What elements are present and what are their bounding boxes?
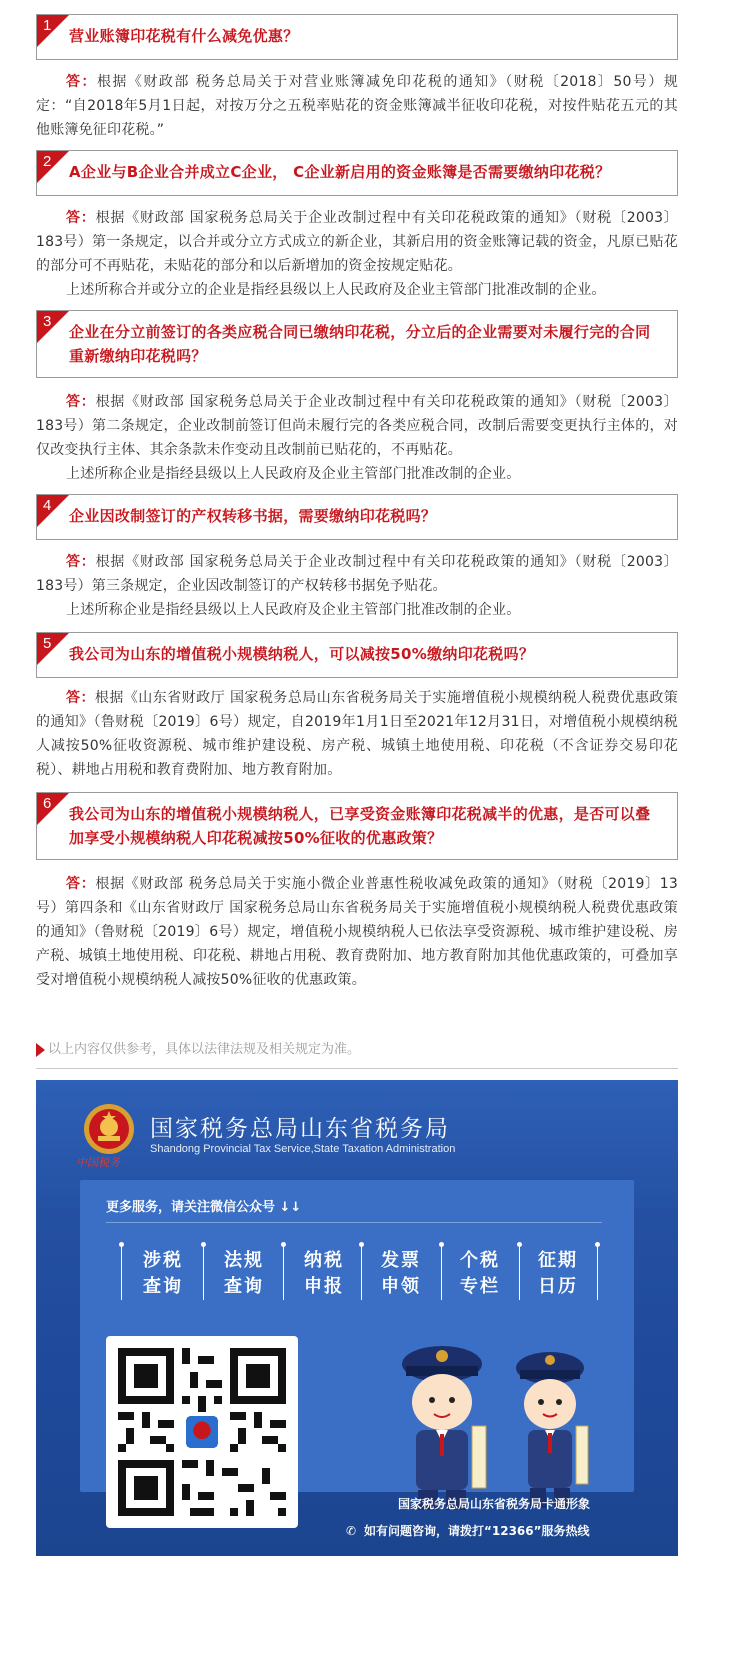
service-label: 申领 <box>381 1276 421 1297</box>
separator <box>596 1242 599 1304</box>
service-law-query[interactable] <box>206 1248 282 1300</box>
question-number: 6 <box>43 795 52 812</box>
service-menu <box>120 1242 600 1312</box>
question-number: 5 <box>43 635 52 652</box>
answer-1 <box>36 70 678 142</box>
answer-note: 上述所称企业是指经县级以上人民政府及企业主管部门批准改制的企业。 <box>66 602 521 618</box>
disclaimer-text: 以上内容仅供参考，具体以法律法规及相关规定为准。 <box>48 1042 361 1057</box>
divider <box>106 1222 602 1223</box>
question-box-3 <box>36 310 678 378</box>
answer-3 <box>36 390 678 486</box>
service-label: 查询 <box>143 1276 183 1297</box>
mascot-caption: 国家税务总局山东省税务局卡通形象 <box>398 1497 591 1511</box>
service-label: 涉税 <box>143 1250 183 1271</box>
org-name-en: Shandong Provincial Tax Service,State Taxation Administration <box>150 1143 456 1155</box>
answer-text: 根据《山东省财政厅 国家税务总局山东省税务局关于实施增值税小规模纳税人税费优惠政策的通知》（鲁财税〔2019〕6号）规定，自2019年1月1日至2021年12月31日，对增值税小规模纳税人减按50%征收资源税、城市维护建设税、房产税、城镇土地使用税、印花税（不含证券交易印花税）、耕地占用税和教育费附加、地方教育附加。 <box>36 690 678 778</box>
service-label: 日历 <box>538 1276 578 1297</box>
number-badge <box>37 495 69 527</box>
question-box-6 <box>36 792 678 860</box>
answer-5 <box>36 686 678 782</box>
answer-4 <box>36 550 678 622</box>
service-invoice-apply[interactable] <box>363 1248 439 1300</box>
question-box-2 <box>36 150 678 196</box>
mascot-illustration-icon <box>380 1330 610 1518</box>
separator <box>202 1242 205 1304</box>
phone-icon: ✆ <box>345 1524 357 1538</box>
answer-label: 答： <box>66 876 96 892</box>
number-badge <box>37 633 69 665</box>
question-title: A企业与B企业合并成立C企业， C企业新启用的资金账簿是否需要缴纳印花税？ <box>69 163 611 181</box>
question-title: 企业因改制签订的产权转移书据，需要缴纳印花税吗？ <box>69 507 437 525</box>
service-label: 法规 <box>224 1250 264 1271</box>
question-number: 1 <box>43 17 52 34</box>
question-box-4 <box>36 494 678 540</box>
question-title: 企业在分立前签订的各类应税合同已缴纳印花税，分立后的企业需要对未履行完的合同重新缴纳印花税吗？ <box>69 323 651 365</box>
service-label: 个税 <box>460 1250 500 1271</box>
answer-label: 答： <box>66 74 97 90</box>
service-label: 专栏 <box>460 1276 500 1297</box>
hotline-label: 如有问题咨询，请拨打“12366”服务热线 <box>364 1524 590 1538</box>
question-title: 营业账簿印花税有什么减免优惠？ <box>69 27 299 45</box>
answer-note: 上述所称合并或分立的企业是指经县级以上人民政府及企业主管部门批准改制的企业。 <box>66 282 606 298</box>
promo-banner <box>36 1080 678 1556</box>
service-tax-filing[interactable] <box>286 1248 362 1300</box>
disclaimer-note <box>36 1041 678 1065</box>
answer-6 <box>36 872 678 992</box>
emblem-caption: 中国税务 <box>76 1156 120 1169</box>
answer-2 <box>36 206 678 302</box>
follow-prompt: 更多服务，请关注微信公众号 ↓↓ <box>106 1200 302 1215</box>
service-tax-query[interactable] <box>125 1248 201 1300</box>
answer-label: 答： <box>66 690 95 706</box>
number-badge <box>37 793 69 825</box>
question-box-5 <box>36 632 678 678</box>
triangle-arrow-icon <box>36 1043 45 1057</box>
answer-text: 根据《财政部 税务总局关于实施小微企业普惠性税收减免政策的通知》（财税〔2019〕13号）第四条和《山东省财政厅 国家税务总局山东省税务局关于实施增值税小规模纳税人税费优惠政策的通知》（鲁财税〔2019〕6号）规定，增值税小规模纳税人已依法享受资源税、城市维护建设税、房产税、城镇土地使用税、印花税、耕地占用税、教育费附加、地方教育附加其他优惠政策的，可叠加享受对增值税小规模纳税人减按50%征收的优惠政策。 <box>36 876 678 988</box>
qr-code-icon <box>118 1348 286 1516</box>
answer-text: 根据《财政部 税务总局关于对营业账簿减免印花税的通知》（财税〔2018〕50号）规定：“自2018年5月1日起，对按万分之五税率贴花的资金账簿减半征收印花税，对按件贴花五元的其他账簿免征印花税。” <box>36 74 678 138</box>
divider <box>36 1068 678 1069</box>
number-badge <box>37 151 69 183</box>
answer-label: 答： <box>66 210 96 226</box>
service-label: 发票 <box>381 1250 421 1271</box>
org-name-cn: 国家税务总局山东省税务局 <box>150 1116 450 1142</box>
question-number: 2 <box>43 153 52 170</box>
service-panel <box>80 1180 634 1538</box>
question-number: 4 <box>43 497 52 514</box>
separator <box>120 1242 123 1304</box>
question-box-1 <box>36 14 678 60</box>
service-tax-calendar[interactable] <box>520 1248 596 1300</box>
answer-text: 根据《财政部 国家税务总局关于企业改制过程中有关印花税政策的通知》（财税〔2003〕183号）第三条规定，企业因改制签订的产权转移书据免予贴花。 <box>36 554 678 594</box>
separator <box>282 1242 285 1304</box>
service-label: 征期 <box>538 1250 578 1271</box>
wechat-qr-code[interactable] <box>106 1336 298 1528</box>
answer-label: 答： <box>66 554 96 570</box>
tax-emblem-icon <box>82 1102 136 1156</box>
question-number: 3 <box>43 313 52 330</box>
number-badge <box>37 15 69 47</box>
service-label: 查询 <box>224 1276 264 1297</box>
question-title: 我公司为山东的增值税小规模纳税人，可以减按50%缴纳印花税吗？ <box>69 645 535 663</box>
answer-note: 上述所称企业是指经县级以上人民政府及企业主管部门批准改制的企业。 <box>66 466 521 482</box>
answer-text: 根据《财政部 国家税务总局关于企业改制过程中有关印花税政策的通知》（财税〔2003〕183号）第一条规定，以合并或分立方式成立的新企业，其新启用的资金账簿记载的资金，凡原已贴花的部分可不再贴花，未贴花的部分和以后新增加的资金按规定贴花。 <box>36 210 678 274</box>
service-personal-tax[interactable] <box>442 1248 518 1300</box>
answer-label: 答： <box>66 394 96 410</box>
service-label: 纳税 <box>304 1250 344 1271</box>
number-badge <box>37 311 69 343</box>
service-label: 申报 <box>304 1276 344 1297</box>
answer-text: 根据《财政部 国家税务总局关于企业改制过程中有关印花税政策的通知》（财税〔2003〕183号）第二条规定，企业改制前签订但尚未履行完的各类应税合同，改制后需要变更执行主体的，对仅改变执行主体、其余条款未作变动且改制前已贴花的，不再贴花。 <box>36 394 678 458</box>
question-title: 我公司为山东的增值税小规模纳税人，已享受资金账簿印花税减半的优惠，是否可以叠加享受小规模纳税人印花税减按50%征收的优惠政策？ <box>69 805 651 847</box>
hotline-text <box>344 1522 590 1539</box>
